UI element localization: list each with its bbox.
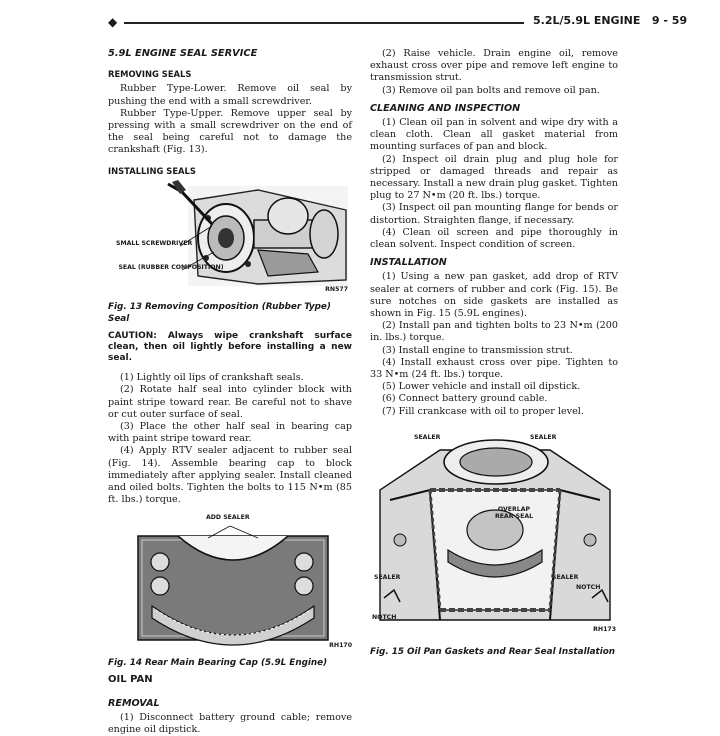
label-notch-left: NOTCH <box>372 613 397 621</box>
installation-step-3: (3) Install engine to transmission strut. <box>382 344 573 356</box>
removal-step-3: (3) Remove oil pan bolts and remove oil pan. <box>382 84 600 96</box>
removing-seals-p2: Rubber Type-Upper. Remove upper seal by pressing with a small screwdriver on the end of the seal being careful not to damage the crankshaft (Fig. 13). <box>108 107 352 156</box>
figure-15-caption: Fig. 15 Oil Pan Gaskets and Rear Seal Installation <box>370 646 616 657</box>
cleaning-heading: CLEANING AND INSPECTION <box>370 102 521 114</box>
figure-14-caption: Fig. 14 Rear Main Bearing Cap (5.9L Engine) <box>108 658 328 669</box>
header-rule <box>124 22 524 24</box>
install-step-3: (3) Place the other half seal in bearing cap with paint stripe toward rear. <box>108 421 352 445</box>
figure-13-illustration <box>108 180 352 298</box>
label-sealer-top-left: SEALER <box>414 433 441 441</box>
section-title: 5.9L ENGINE SEAL SERVICE <box>108 48 258 59</box>
install-step-4: (4) Apply RTV sealer adjacent to rubber seal (Fig. 14). Assemble bearing cap to block immediately after applying sealer. Install cleaned and oiled bolts. Tighten the bolts to 115 N•m (85 ft. lbs.) torque. <box>108 445 352 506</box>
figure-14-code: RH170 <box>329 642 352 650</box>
figure-14 <box>108 514 352 654</box>
removing-seals-p1: Rubber Type-Lower. Remove oil seal by pushing the end with a small screwdriver. <box>108 83 352 107</box>
label-sealer-bottom-right: SEALER <box>552 573 579 581</box>
cleaning-step-3: (3) Inspect oil pan mounting flange for bends or distortion. Straighten flange, if necessary. <box>370 202 618 226</box>
removal-heading: REMOVAL <box>108 697 160 709</box>
installation-step-5: (5) Lower vehicle and install oil dipstick. <box>382 381 581 393</box>
page-header <box>108 14 688 32</box>
caution-note: CAUTION: Always wipe crankshaft surface clean, then oil lightly before installing a new seal. <box>108 331 352 364</box>
label-sealer-bottom-left: SEALER <box>374 573 401 581</box>
figure-13 <box>108 180 352 298</box>
page-number: 9 - 59 <box>651 14 688 27</box>
installation-step-1: (1) Using a new pan gasket, add drop of RTV sealer at corners of rubber and cork (Fig. 15). Be sure notches on side gaskets are installed as shown in Fig. 15 (5.9L engines). <box>370 271 618 320</box>
figure-13-code: RN577 <box>325 285 348 293</box>
header-diamond-icon: ◆ <box>108 15 118 29</box>
label-overlap-rear-seal: OVERLAP REAR SEAL <box>494 505 534 520</box>
label-seal: SEAL (RUBBER COMPOSITION) <box>118 263 224 271</box>
removal-step-2: (2) Raise vehicle. Drain engine oil, remove exhaust cross over pipe and remove left engine to transmission strut. <box>370 48 618 84</box>
installation-step-6: (6) Connect battery ground cable. <box>382 393 548 405</box>
cleaning-step-1: (1) Clean oil pan in solvent and wipe dry with a clean cloth. Clean all gasket material from mounting surfaces of pan and block. <box>370 117 618 153</box>
label-notch-right: NOTCH <box>576 583 601 591</box>
label-sealer-top-right: SEALER <box>530 433 557 441</box>
figure-15 <box>370 430 618 640</box>
header-title: 5.2L/5.9L ENGINE 9 - 59 <box>533 14 688 27</box>
figure-14-illustration <box>108 514 352 654</box>
installation-step-2: (2) Install pan and tighten bolts to 23 N•m (200 in. lbs.) torque. <box>370 320 618 344</box>
cleaning-step-4: (4) Clean oil screen and pipe thoroughly in clean solvent. Inspect condition of screen. <box>370 226 618 251</box>
figure-15-code: RH173 <box>593 625 616 633</box>
removal-step-1: (1) Disconnect battery ground cable; remove engine oil dipstick. <box>108 712 352 736</box>
figure-15-illustration <box>370 430 618 640</box>
installation-step-7: (7) Fill crankcase with oil to proper level. <box>382 405 584 417</box>
installation-step-4: (4) Install exhaust cross over pipe. Tighten to 33 N•m (24 ft. lbs.) torque. <box>370 356 618 381</box>
install-step-1: (1) Lightly oil lips of crankshaft seals. <box>120 372 304 384</box>
removing-seals-heading: REMOVING SEALS <box>108 69 192 80</box>
right-column <box>370 48 618 658</box>
cleaning-step-2: (2) Inspect oil drain plug and plug hole for stripped or damaged threads and repair as necessary. Install a new drain plug gasket. Tighten plug to 27 N•m (20 ft. lbs.) torque. <box>370 153 618 202</box>
install-step-2: (2) Rotate half seal into cylinder block with paint stripe toward rear. Be careful not to shave or cut outer surface of seal. <box>108 384 352 420</box>
left-column <box>108 48 352 736</box>
installing-seals-heading: INSTALLING SEALS <box>108 165 196 176</box>
label-small-screwdriver: SMALL SCREWDRIVER <box>116 239 193 247</box>
figure-13-caption: Fig. 13 Removing Composition (Rubber Type) Seal <box>108 301 331 325</box>
label-add-sealer: ADD SEALER <box>206 514 250 522</box>
installation-heading: INSTALLATION <box>370 257 447 269</box>
oil-pan-heading: OIL PAN <box>108 673 153 685</box>
